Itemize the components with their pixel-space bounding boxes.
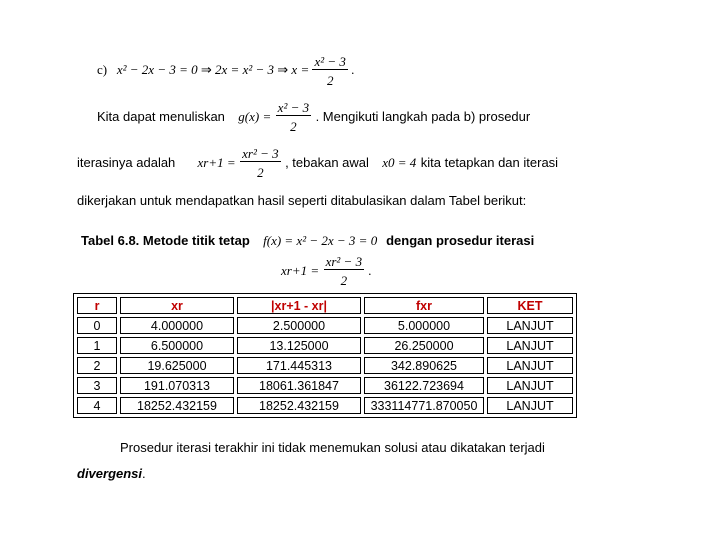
header-difference: |xr+1 - xr| — [237, 297, 361, 314]
cell-r: 2 — [77, 357, 117, 374]
g-function-lhs: g(x) = — [238, 109, 272, 125]
fraction-numerator: x² − 3 — [277, 100, 310, 115]
header-fxr: fxr — [364, 297, 484, 314]
initial-guess: x0 = 4 — [382, 155, 417, 171]
implies-symbol: ⇒ — [200, 61, 212, 77]
paragraph-2-text-mid: , tebakan awal — [285, 155, 369, 171]
fraction-denominator: 2 — [340, 273, 348, 288]
fraction-denominator: 2 — [290, 119, 297, 134]
fraction-numerator: xr² − 3 — [325, 254, 363, 269]
fraction-g — [276, 100, 311, 134]
cell-xr: 191.070313 — [120, 377, 234, 394]
caption-suffix: dengan prosedur iterasi — [386, 233, 535, 248]
table-row — [77, 377, 573, 394]
item-label: c) — [97, 61, 108, 77]
cell-r: 3 — [77, 377, 117, 394]
paragraph-2-text-end: kita tetapkan dan iterasi — [420, 155, 559, 171]
cell-ket: LANJUT — [487, 337, 573, 354]
cell-xr: 19.625000 — [120, 357, 234, 374]
equation-line-c — [97, 54, 354, 88]
cell-difference: 2.500000 — [237, 317, 361, 334]
iteration-lhs: xr+1 = — [197, 155, 236, 171]
cell-ket: LANJUT — [487, 377, 573, 394]
cell-r: 4 — [77, 397, 117, 414]
cell-fxr: 342.890625 — [364, 357, 484, 374]
equation-quadratic: x² − 2x − 3 = 0 — [116, 61, 198, 77]
table-caption — [81, 232, 534, 250]
cell-ket: LANJUT — [487, 397, 573, 414]
cell-ket: LANJUT — [487, 317, 573, 334]
cell-difference: 18061.361847 — [237, 377, 361, 394]
cell-fxr: 333114771.870050 — [364, 397, 484, 414]
conclusion-line-2 — [77, 466, 146, 481]
header-xr: xr — [120, 297, 234, 314]
table-row — [77, 337, 573, 354]
paragraph-3: dikerjakan untuk mendapatkan hasil seperti ditabulasikan dalam Tabel berikut: — [77, 193, 527, 208]
caption-function: f(x) = x² − 2x − 3 = 0 — [263, 233, 378, 248]
equation-rearranged: 2x = x² − 3 — [215, 61, 275, 77]
table-row — [77, 397, 573, 414]
fraction-denominator: 2 — [326, 73, 334, 88]
cell-ket: LANJUT — [487, 357, 573, 374]
paragraph-1-text-end: . Mengikuti langkah pada b) prosedur — [315, 109, 531, 125]
table-row — [77, 317, 573, 334]
cell-r: 0 — [77, 317, 117, 334]
cell-xr: 4.000000 — [120, 317, 234, 334]
cell-fxr: 26.250000 — [364, 337, 484, 354]
cell-difference: 171.445313 — [237, 357, 361, 374]
conclusion-line-1: Prosedur iterasi terakhir ini tidak menemukan solusi atau dikatakan terjadi — [120, 440, 545, 455]
header-r: r — [77, 297, 117, 314]
implies-symbol: ⇒ — [277, 61, 289, 77]
fraction-numerator: xr² − 3 — [242, 146, 279, 161]
divergence-term: divergensi — [77, 466, 143, 481]
cell-fxr: 36122.723694 — [364, 377, 484, 394]
cell-difference: 13.125000 — [237, 337, 361, 354]
paragraph-2 — [77, 146, 558, 180]
cell-fxr: 5.000000 — [364, 317, 484, 334]
fraction-denominator: 2 — [257, 165, 264, 180]
period: . — [351, 61, 355, 77]
cell-xr: 6.500000 — [120, 337, 234, 354]
fraction-caption-iteration — [324, 254, 365, 288]
table-header-row — [77, 297, 573, 314]
period: . — [142, 466, 146, 481]
period: . — [368, 263, 372, 279]
iteration-table — [73, 293, 577, 418]
equation-x-lhs: x = — [291, 61, 310, 77]
paragraph-1-text: Kita dapat menuliskan — [97, 109, 225, 125]
caption-iteration-lhs: xr+1 = — [281, 263, 320, 279]
table-row — [77, 357, 573, 374]
caption-iteration — [281, 254, 372, 288]
caption-prefix: Tabel 6.8. Metode titik tetap — [81, 233, 250, 248]
fraction-numerator: x² − 3 — [314, 54, 346, 69]
cell-r: 1 — [77, 337, 117, 354]
paragraph-2-text: iterasinya adalah — [77, 155, 176, 171]
fraction-x — [312, 54, 347, 88]
header-ket: KET — [487, 297, 573, 314]
cell-xr: 18252.432159 — [120, 397, 234, 414]
paragraph-1 — [97, 100, 530, 134]
cell-difference: 18252.432159 — [237, 397, 361, 414]
fraction-iteration — [240, 146, 281, 180]
